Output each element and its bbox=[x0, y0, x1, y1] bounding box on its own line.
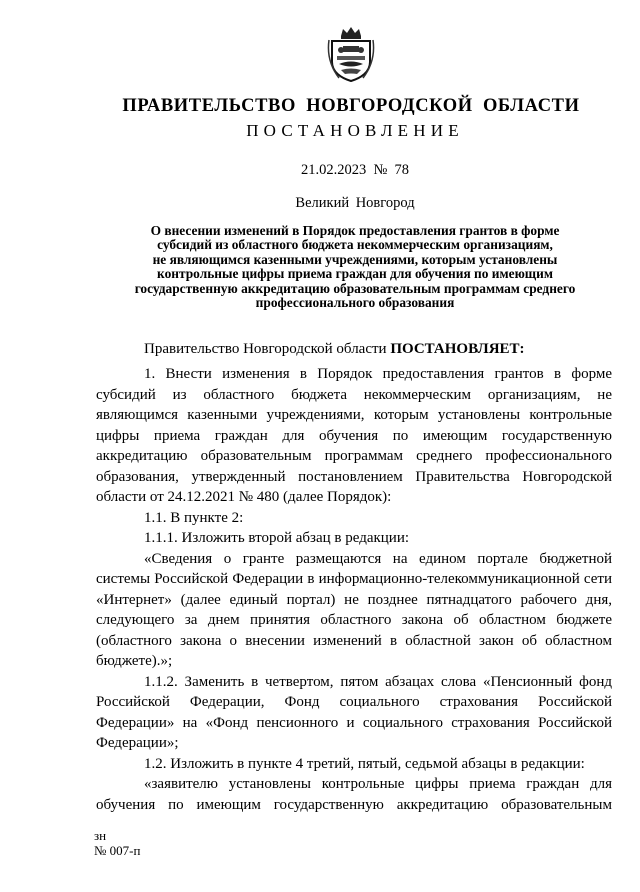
document-type: ПОСТАНОВЛЕНИЕ bbox=[246, 121, 464, 140]
resolution-opening bbox=[144, 341, 525, 358]
paragraph-1-1-1: 1.1.1. Изложить второй абзац в редакции: bbox=[144, 530, 410, 546]
number-sign: № bbox=[373, 162, 388, 178]
document-date: 21.02.2023 bbox=[300, 162, 367, 178]
subject-line: контрольные цифры приема граждан для обучения по имеющим bbox=[157, 266, 553, 282]
coat-of-arms-icon bbox=[327, 26, 375, 82]
document-subject bbox=[100, 224, 610, 310]
paragraph-1: 1. Внести изменения в Порядок предоставления грантов в форме субсидий из областного бюджета некоммерческим организациям, не являющимся казенными учреждениями, которым установлены контрольные цифры приема граждан для обучения по имеющим государственную аккредитацию образовательным программам среднего профессионального образования, утвержденный постановлением Правительства Новгородской области от 24.12.2021 № 480 (далее Порядок): bbox=[96, 366, 612, 505]
opening-decision: ПОСТАНОВЛЯЕТ: bbox=[390, 341, 525, 357]
subject-line: государственную аккредитацию образовательным программам среднего bbox=[134, 280, 576, 296]
subject-line: профессионального образования bbox=[255, 295, 455, 311]
government-title: ПРАВИТЕЛЬСТВО НОВГОРОДСКОЙ ОБЛАСТИ bbox=[122, 96, 580, 116]
date-number-line bbox=[0, 162, 640, 179]
paragraph-quote-1: «Сведения о гранте размещаются на едином портале бюджетной системы Российской Федерации в информационно-телекоммуникационной сети «Интернет» (далее единый портал) не позднее пятнадцатого рабочего дня, следующего за днем принятия областного закона об областном бюджете (областного закона о внесении изменений в областной закон об областном бюджете).»; bbox=[96, 550, 612, 669]
footer-doc-code: № 007-п bbox=[94, 843, 141, 858]
city: Великий Новгород bbox=[295, 195, 415, 211]
paragraph-quote-2: «заявителю установлены контрольные цифры приема граждан для обучения по имеющим государственную аккредитацию образовательным bbox=[96, 776, 612, 813]
subject-line: субсидий из областного бюджета некоммерческим организациям, bbox=[157, 237, 553, 253]
paragraph-1-2: 1.2. Изложить в пункте 4 третий, пятый, седьмой абзацы в редакции: bbox=[144, 755, 585, 772]
paragraph-1-1-2: 1.1.2. Заменить в четвертом, пятом абзацах слова «Пенсионный фонд Российской Федерации, Фонд социального страхования Российской Федерации» на «Фонд пенсионного и социального страхования Российской Федерации»; bbox=[96, 673, 612, 751]
paragraph-1-1: 1.1. В пункте 2: bbox=[144, 509, 244, 526]
footer-initials: зн bbox=[94, 828, 107, 843]
subject-line: О внесении изменений в Порядок предоставления грантов в форме bbox=[150, 223, 560, 238]
opening-prefix: Правительство Новгородской области bbox=[144, 341, 387, 357]
document-body bbox=[96, 364, 612, 815]
document-number: 78 bbox=[394, 162, 410, 178]
subject-line: не являющимся казенными учреждениями, которым установлены bbox=[152, 251, 558, 267]
